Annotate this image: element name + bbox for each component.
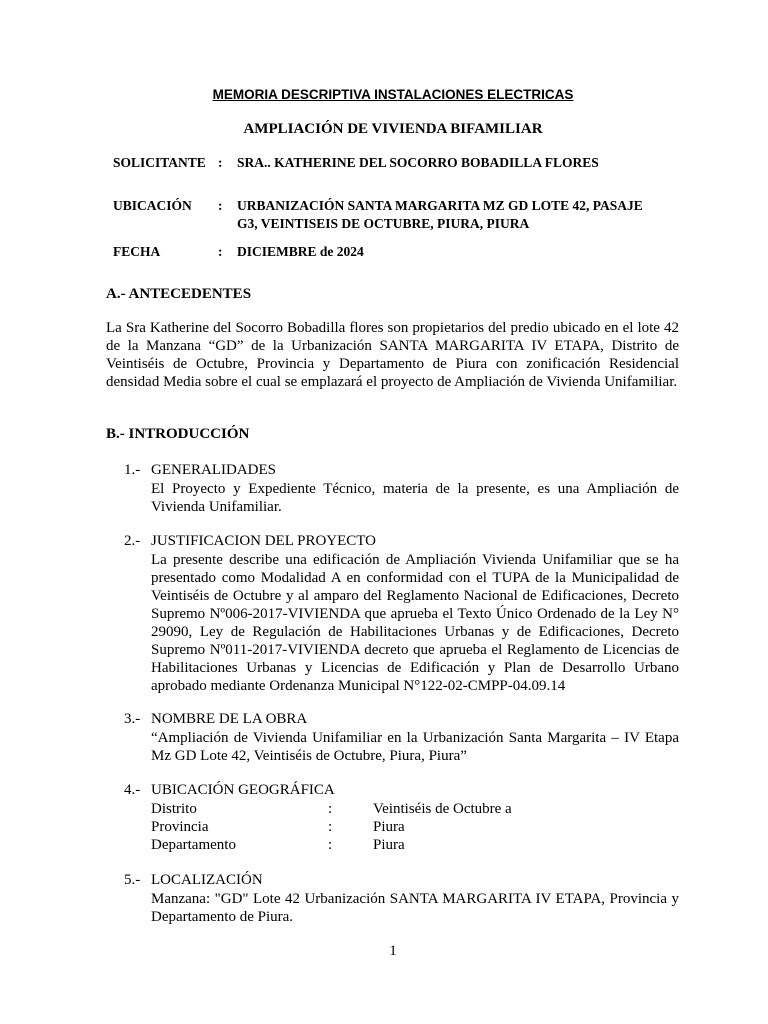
geo-value: Piura xyxy=(373,837,405,853)
meta-label: UBICACIÓN xyxy=(113,198,192,213)
geo-key: Departamento xyxy=(151,837,236,853)
document-subtitle: AMPLIACIÓN DE VIVIENDA BIFAMILIAR xyxy=(243,121,543,137)
section-heading-introduccion: B.- INTRODUCCIÓN xyxy=(106,426,250,442)
item-number: 3.- xyxy=(124,711,141,727)
meta-colon: : xyxy=(218,198,223,213)
meta-colon: : xyxy=(218,155,223,170)
item-number: 1.- xyxy=(124,462,141,478)
meta-value: SRA.. KATHERINE DEL SOCORRO BOBADILLA FLORES xyxy=(237,155,599,170)
item-text-localizacion: Manzana: "GD" Lote 42 Urbanización SANTA MARGARITA IV ETAPA, Provincia y Departamento de Piura. xyxy=(151,891,679,925)
document-title: MEMORIA DESCRIPTIVA INSTALACIONES ELECTRICAS xyxy=(212,87,574,102)
meta-label: SOLICITANTE xyxy=(113,155,206,170)
item-title-localizacion: LOCALIZACIÓN xyxy=(151,872,263,888)
meta-colon: : xyxy=(218,244,223,259)
item-text-justificacion: La presente describe una edificación de Ampliación Vivienda Unifamiliar que se ha presentado como Modalidad A en conformidad con el TUPA de la Municipalidad de Veintiséis de Octubre y al amparo del Reglamento Nacional de Edificaciones, Decreto Supremo Nº006-2017-VIVIENDA que aprueba el Texto Único Ordenado de la Ley N° 29090, Ley de Regulación de Habilitaciones Urbanas y de Edificaciones, Decreto Supremo Nº011-2017-VIVIENDA decreto que aprueba el Reglamento de Licencias de Habilitaciones Urbanas y Licencias de Edificación y Plan de Desarrollo Urbano aprobado mediante Ordenanza Municipal N°122-02-CMPP-04.09.14 xyxy=(151,552,679,694)
item-number: 4.- xyxy=(124,782,141,798)
geo-key: Distrito xyxy=(151,801,197,817)
page-number: 1 xyxy=(389,943,397,959)
geo-colon: : xyxy=(328,819,333,835)
geo-row-distrito xyxy=(0,801,768,819)
item-title-justificacion: JUSTIFICACION DEL PROYECTO xyxy=(151,533,377,549)
geo-row-provincia xyxy=(0,819,768,837)
item-text-nombre-obra: “Ampliación de Vivienda Unifamiliar en la Urbanización Santa Margarita – IV Etapa Mz GD Lote 42, Veintiséis de Octubre, Piura, Piura” xyxy=(151,730,679,764)
meta-label: FECHA xyxy=(113,244,161,259)
geo-colon: : xyxy=(328,801,333,817)
item-number: 2.- xyxy=(124,533,141,549)
geo-row-departamento xyxy=(0,837,768,855)
meta-row-ubicacion xyxy=(0,197,768,233)
geo-colon: : xyxy=(328,837,333,853)
item-title-ubicacion-geografica: UBICACIÓN GEOGRÁFICA xyxy=(151,782,335,798)
item-title-nombre-obra: NOMBRE DE LA OBRA xyxy=(151,711,308,727)
paragraph-antecedentes: La Sra Katherine del Socorro Bobadilla flores son propietarios del predio ubicado en el lote 42 de la Manzana “GD” de la Urbanización SANTA MARGARITA IV ETAPA, Distrito de Veintiséis de Octubre, Provincia y Departamento de Piura con zonificación Residencial densidad Media sobre el cual se emplazará el proyecto de Ampliación de Vivienda Unifamiliar. xyxy=(106,320,679,390)
meta-value: DICIEMBRE de 2024 xyxy=(237,244,364,259)
item-title-generalidades: GENERALIDADES xyxy=(151,462,276,478)
item-number: 5.- xyxy=(124,872,141,888)
meta-value: URBANIZACIÓN SANTA MARGARITA MZ GD LOTE 42, PASAJE G3, VEINTISEIS DE OCTUBRE, PIURA, PIURA xyxy=(237,198,643,231)
geo-key: Provincia xyxy=(151,819,209,835)
geo-value: Veintiséis de Octubre a xyxy=(373,801,512,817)
section-heading-antecedentes: A.- ANTECEDENTES xyxy=(106,286,252,302)
meta-row-fecha xyxy=(0,243,768,261)
meta-row-solicitante xyxy=(0,154,768,172)
geo-value: Piura xyxy=(373,819,405,835)
item-text-generalidades: El Proyecto y Expediente Técnico, materia de la presente, es una Ampliación de Vivienda Unifamiliar. xyxy=(151,481,679,515)
